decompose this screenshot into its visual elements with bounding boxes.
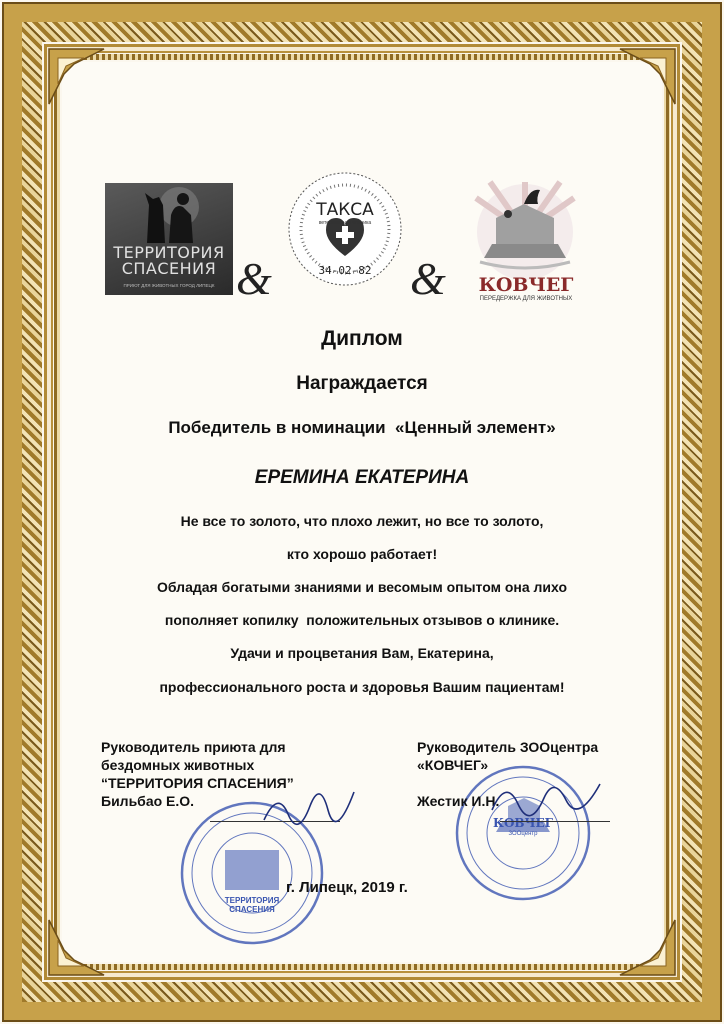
kovcheg-stamp-center-text: КОВЧЕГ	[493, 816, 553, 830]
handwritten-signature-left	[258, 770, 358, 840]
signature-left-name: Бильбао Е.О.	[101, 793, 195, 809]
body-text-line: Не все то золото, что плохо лежит, но все то золото,	[180, 513, 544, 529]
corner-ornament-top-left	[44, 44, 114, 114]
dog-silhouette-icon	[135, 185, 207, 243]
nomination-line: Победитель в номинации «Ценный элемент»	[168, 418, 556, 437]
body-text-line: пополняет копилку положительных отзывов о клинике.	[164, 612, 560, 628]
body-text-line: кто хорошо работает!	[286, 546, 438, 562]
territory-logo-tagline: ПРИЮТ ДЛЯ ЖИВОТНЫХ ГОРОД ЛИПЕЦК	[123, 283, 215, 288]
ampersand-right: &	[410, 253, 446, 304]
body-text-line: Обладая богатыми знаниями и весомым опытом она лихо	[156, 579, 568, 595]
taksa-logo-name: ТАКСА	[316, 200, 374, 220]
body-text-line: Удачи и процветания Вам, Екатерина,	[230, 645, 494, 661]
signature-right-name: Жестик И.Н.	[417, 793, 500, 809]
kovcheg-logo-subtitle: ПЕРЕДЕРЖКА ДЛЯ ЖИВОТНЫХ	[479, 296, 573, 302]
handwritten-signature-right	[488, 770, 608, 830]
ampersand-left: &	[236, 253, 272, 304]
winner-name: ЕРЕМИНА ЕКАТЕРИНА	[254, 467, 470, 488]
signature-right-org-name: «КОВЧЕГ»	[417, 757, 489, 773]
awarded-heading: Награждается	[296, 373, 428, 394]
territory-stamp-center-text: ТЕРРИТОРИЯ СПАСЕНИЯ	[224, 896, 280, 914]
taksa-logo-phone: 34-02-82	[318, 264, 372, 277]
body-text-line: профессионального роста и здоровья Вашим пациентам!	[159, 679, 565, 695]
corner-ornament-bottom-left	[44, 910, 114, 980]
taksa-logo-subtitle: ветеринарная клиника	[318, 220, 372, 226]
corner-ornament-bottom-right	[610, 910, 680, 980]
corner-ornament-top-right	[610, 44, 680, 114]
territory-logo-name: ТЕРРИТОРИЯ СПАСЕНИЯ	[113, 243, 225, 278]
signature-left-org: бездомных животных	[101, 757, 255, 773]
kovcheg-stamp-subtitle: ЗООцентр	[508, 831, 538, 837]
territory-rescue-logo	[105, 183, 233, 295]
signature-left-title: Руководитель приюта для	[101, 739, 286, 755]
signature-left-org-name: “ТЕРРИТОРИЯ СПАСЕНИЯ”	[101, 775, 294, 791]
kovcheg-logo-name: КОВЧЕГ	[478, 274, 574, 296]
city-and-date: г. Липецк, 2019 г.	[286, 879, 408, 896]
signature-right-title: Руководитель ЗООцентра	[417, 739, 599, 755]
diploma-title: Диплом	[321, 327, 403, 350]
